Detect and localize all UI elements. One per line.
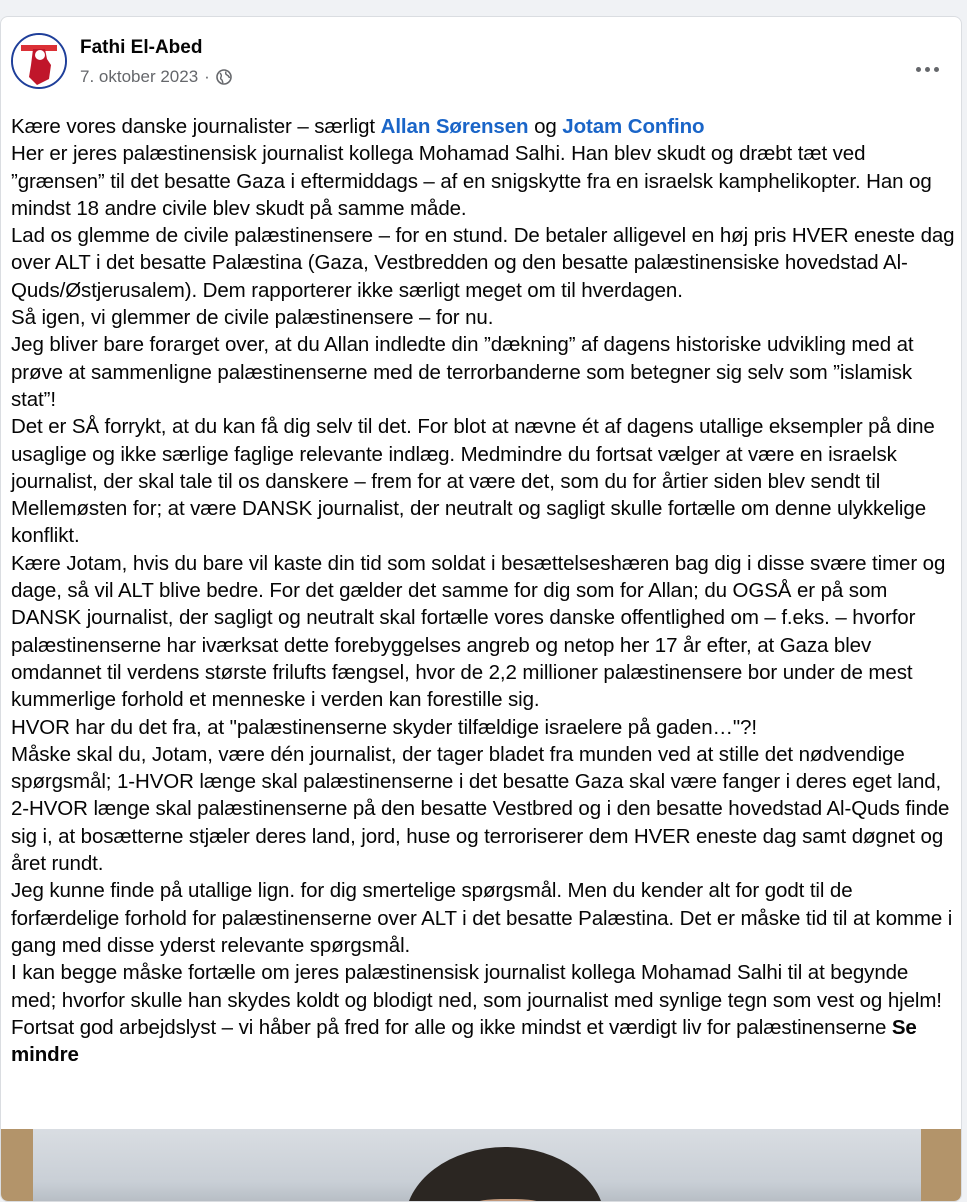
photo-hair bbox=[405, 1147, 605, 1202]
meta-separator: · bbox=[204, 67, 210, 86]
globe-icon[interactable] bbox=[216, 69, 232, 85]
post-paragraph: Her er jeres palæstinensisk journalist kollega Mohamad Salhi. Han blev skudt og dræbt tæt ved ”grænsen” til det besatte Gaza i eftermiddags – af en snigskytte fra en israelsk kamphelikopter. Han og mindst 18 andre civile blev skudt på samme måde. bbox=[11, 142, 932, 220]
photo-image bbox=[33, 1129, 921, 1202]
see-less-button[interactable]: Se mindre bbox=[11, 1015, 917, 1067]
post-header bbox=[11, 33, 951, 93]
post-paragraph: Lad os glemme de civile palæstinensere – for en stund. De betaler alligevel en høj pris HVER eneste dag over ALT i det besatte Palæstina (Gaza, Vestbredden og den besatte palæstinensiske hovedstad Al-Quds/Østjerusalem). Dem rapporterer ikke særligt meget om til hverdagen. bbox=[11, 224, 955, 302]
author-name[interactable]: Fathi El-Abed bbox=[80, 37, 203, 58]
closing-text: Fortsat god arbejdslyst – vi håber på fred for alle og ikke mindst et værdigt liv for palæstinenserne bbox=[11, 1015, 892, 1039]
post-meta bbox=[80, 67, 232, 87]
post-paragraph: Det er SÅ forrykt, at du kan få dig selv til det. For blot at nævne ét af dagens utallige eksempler på dine usaglige og ikke særlige faglige relevante indlæg. Medmindre du fortsat vælger at være en israelsk journalist, der skal tale til os danskere – frem for at være det, som du for årtier siden blev sendt til Mellemøsten for; at være DANSK journalist, der neutralt og sagligt skulle fortælle om denne ulykkelige konflikt. bbox=[11, 415, 935, 548]
post-paragraph: Kære Jotam, hvis du bare vil kaste din tid som soldat i besættelseshæren bag dig i disse svære timer og dage, så vil ALT blive bedre. For det gælder det samme for dig som for Allan; du OGSÅ er på som DANSK journalist, der sagligt og neutralt skal fortælle vores danske offentlighed om – f.eks. – hvorfor palæstinenserne har iværksat dette forebyggelses angreb og netop her 17 år efter, at Gaza blev omdannet til verdens største frilufts fængsel, hvor de 2,2 millioner palæstinensere bor under de mest kummerlige forhold et menneske i verden kan forestille sig. bbox=[11, 551, 946, 712]
post-paragraph: HVOR har du det fra, at "palæstinenserne skyder tilfældige israelere på gaden…"?! bbox=[11, 715, 757, 739]
intro-conjunction: og bbox=[528, 115, 563, 138]
post-date[interactable]: 7. oktober 2023 bbox=[80, 67, 199, 86]
post-card bbox=[0, 16, 962, 1202]
more-options-icon[interactable] bbox=[909, 57, 945, 81]
post-paragraph: I kan begge måske fortælle om jeres palæstinensisk journalist kollega Mohamad Salhi til at begynde med; hvorfor skulle han skydes koldt og blodigt ned, som journalist med synlige tegn som vest og hjelm! bbox=[11, 961, 942, 1012]
post-photo[interactable] bbox=[1, 1129, 961, 1202]
mention-allan-sorensen[interactable]: Allan Sørensen bbox=[380, 115, 529, 138]
post-paragraph-last bbox=[11, 1014, 956, 1069]
post-paragraph: Jeg bliver bare forarget over, at du Allan indledte din ”dækning” af dagens historiske udvikling med at prøve at sammenligne palæstinenserne med de terrorbanderne som betegner sig selv som ”islamisk stat”! bbox=[11, 333, 914, 411]
mention-jotam-confino[interactable]: Jotam Confino bbox=[562, 115, 705, 138]
post-body bbox=[11, 113, 956, 1068]
avatar[interactable] bbox=[11, 33, 67, 89]
post-paragraph-intro bbox=[11, 113, 956, 140]
post-paragraph: Jeg kunne finde på utallige lign. for dig smertelige spørgsmål. Men du kender alt for godt til de forfærdelige forhold for palæstinenserne over ALT i det besatte Palæstina. Det er måske tid til at komme i gang med disse yderst relevante spørgsmål. bbox=[11, 879, 953, 957]
avatar-image bbox=[13, 35, 65, 87]
intro-text: Kære vores danske journalister – særligt bbox=[11, 115, 381, 138]
post-paragraph: Så igen, vi glemmer de civile palæstinensere – for nu. bbox=[11, 306, 494, 330]
post-paragraph: Måske skal du, Jotam, være dén journalist, der tager bladet fra munden ved at stille det nødvendige spørgsmål; 1-HVOR længe skal palæstinenserne i det besatte Gaza skal være fanger i deres eget land, 2-HVOR længe skal palæstinenserne på den besatte Vestbred og i den besatte hovedstad Al-Quds finde sig i, at bosætterne stjæler deres land, jord, huse og terroriserer dem HVER eneste dag samt døgnet og året rundt. bbox=[11, 742, 950, 876]
